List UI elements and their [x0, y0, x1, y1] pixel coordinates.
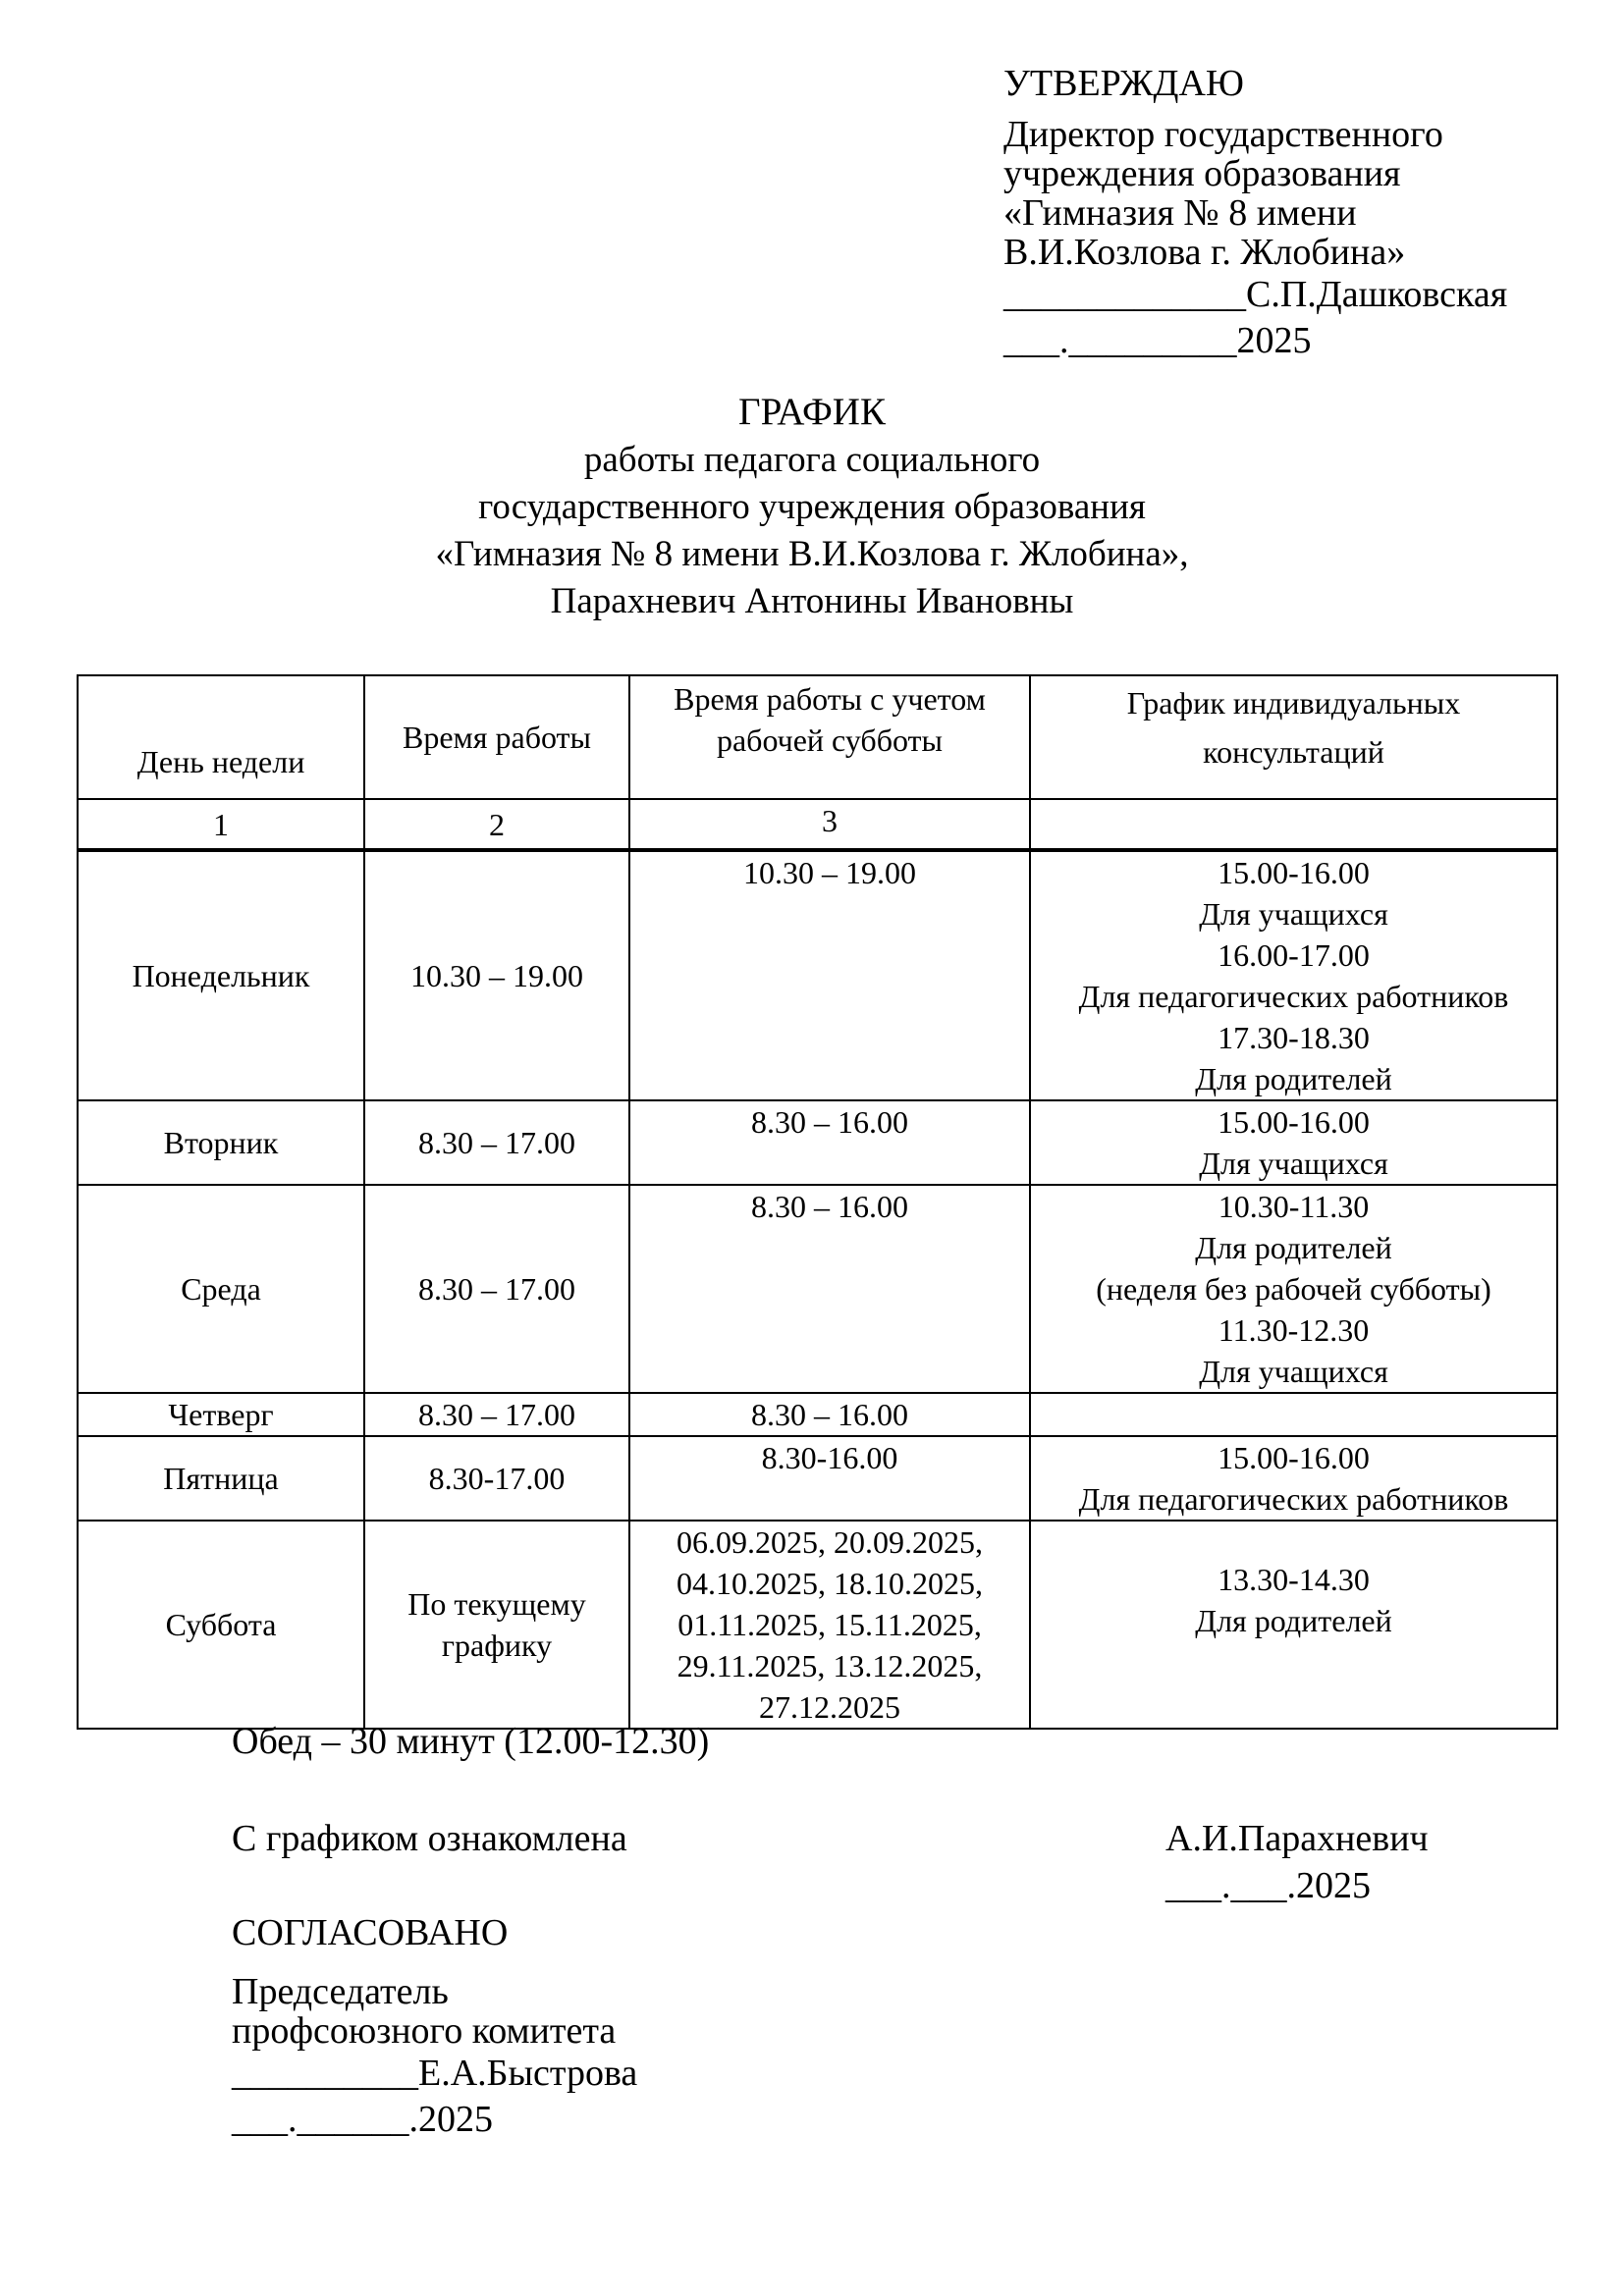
agreed-block — [232, 1910, 637, 2143]
time-cell: 8.30 – 17.00 — [364, 1185, 629, 1393]
table-row — [78, 1521, 1557, 1729]
table-number-row — [78, 799, 1557, 850]
time-cell: 8.30-17.00 — [364, 1436, 629, 1521]
agreed-date: ___.______.2025 — [232, 2099, 493, 2140]
approval-line: В.И.Козлова г. Жлобина» — [1003, 232, 1406, 273]
saturday-time-cell: 8.30 – 16.00 — [629, 1185, 1030, 1393]
header-consultations: График индивидуальных консультаций — [1030, 675, 1557, 799]
header-time: Время работы — [364, 675, 629, 799]
title-line: Парахневич Антонины Ивановны — [550, 581, 1074, 621]
title-heading: ГРАФИК — [738, 391, 886, 433]
approval-date: ___._________2025 — [1003, 320, 1312, 361]
time-cell: 10.30 – 19.00 — [364, 850, 629, 1100]
consult-cell: 15.00-16.00 Для учащихся — [1030, 1100, 1557, 1185]
column-number: 1 — [78, 799, 364, 850]
title-line: работы педагога социального — [583, 440, 1041, 480]
column-number — [1030, 799, 1557, 850]
time-cell: 8.30 – 17.00 — [364, 1100, 629, 1185]
approval-heading: УТВЕРЖДАЮ — [1003, 63, 1244, 104]
column-number: 3 — [629, 799, 1030, 850]
table-row — [78, 1436, 1557, 1521]
time-cell: 8.30 – 17.00 — [364, 1393, 629, 1436]
saturday-time-cell: 8.30 – 16.00 — [629, 1100, 1030, 1185]
title-line: «Гимназия № 8 имени В.И.Козлова г. Жлобина», — [435, 534, 1189, 574]
consult-cell: 15.00-16.00 Для педагогических работников — [1030, 1436, 1557, 1521]
day-cell: Суббота — [78, 1521, 364, 1729]
table-row — [78, 1393, 1557, 1436]
approval-line: «Гимназия № 8 имени — [1003, 192, 1357, 234]
header-saturday-time: Время работы с учетом рабочей субботы — [629, 675, 1030, 799]
table-row — [78, 850, 1557, 1100]
schedule-table — [77, 674, 1558, 1730]
day-cell: Понедельник — [78, 850, 364, 1100]
agreed-heading: СОГЛАСОВАНО — [232, 1912, 509, 1953]
lunch-note: Обед – 30 минут (12.00-12.30) — [232, 1721, 710, 1762]
consult-cell — [1030, 1393, 1557, 1436]
title-line: государственного учреждения образования — [478, 487, 1146, 527]
saturday-time-cell: 8.30-16.00 — [629, 1436, 1030, 1521]
agreed-signature: __________Е.А.Быстрова — [232, 2053, 638, 2094]
day-cell: Вторник — [78, 1100, 364, 1185]
acknowledged-label: С графиком ознакомлена — [232, 1818, 627, 1859]
day-cell: Пятница — [78, 1436, 364, 1521]
consult-cell: 15.00-16.00 Для учащихся 16.00-17.00 Для педагогических работников 17.30-18.30 Для родителей — [1030, 850, 1557, 1100]
day-cell: Среда — [78, 1185, 364, 1393]
agreed-line: Председатель — [232, 1971, 449, 2012]
consult-cell: 10.30-11.30 Для родителей (неделя без рабочей субботы) 11.30-12.30 Для учащихся — [1030, 1185, 1557, 1393]
approval-block — [1003, 61, 1507, 364]
time-cell: По текущему графику — [364, 1521, 629, 1729]
agreed-line: профсоюзного комитета — [232, 2010, 617, 2052]
approval-line: учреждения образования — [1003, 153, 1401, 194]
acknowledged-name: А.И.Парахневич — [1165, 1818, 1429, 1859]
table-row — [78, 1185, 1557, 1393]
saturday-time-cell: 06.09.2025, 20.09.2025, 04.10.2025, 18.10.2025, 01.11.2025, 15.11.2025, 29.11.2025, 13.12.2025, 27.12.2025 — [629, 1521, 1030, 1729]
table-row — [78, 1100, 1557, 1185]
table-header-row — [78, 675, 1557, 799]
document-title — [0, 388, 1624, 625]
approval-signature: _____________С.П.Дашковская — [1003, 274, 1508, 315]
approval-line: Директор государственного — [1003, 114, 1443, 155]
saturday-time-cell: 10.30 – 19.00 — [629, 850, 1030, 1100]
saturday-time-cell: 8.30 – 16.00 — [629, 1393, 1030, 1436]
acknowledged-date: ___.___.2025 — [1165, 1865, 1371, 1906]
column-number: 2 — [364, 799, 629, 850]
header-day: День недели — [78, 675, 364, 799]
day-cell: Четверг — [78, 1393, 364, 1436]
consult-cell: 13.30-14.30 Для родителей — [1030, 1521, 1557, 1729]
